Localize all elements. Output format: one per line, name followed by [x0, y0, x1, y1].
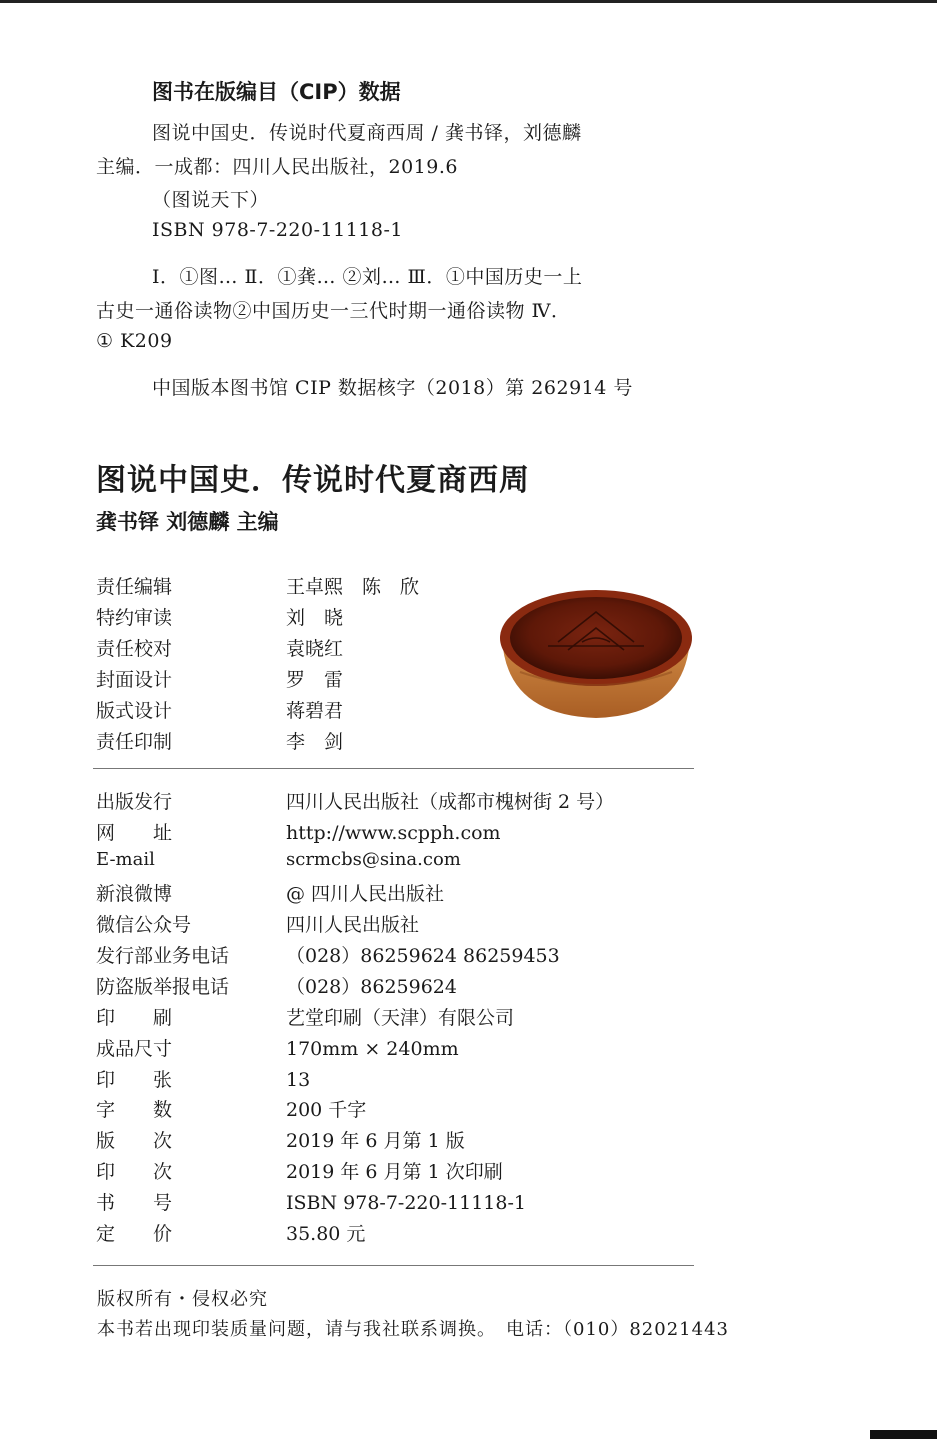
top-border — [0, 0, 937, 3]
staff-row — [96, 665, 343, 692]
pub-value: 四川人民出版社 — [286, 914, 420, 936]
pub-row — [96, 1126, 465, 1153]
cip-heading: 图书在版编目（CIP）数据 — [152, 80, 401, 104]
staff-name: 蒋碧君 — [286, 700, 344, 722]
pub-key: 版 次 — [96, 1130, 173, 1152]
email-link[interactable]: scrmcbs@sina.com — [286, 849, 461, 870]
pub-key: 发行部业务电话 — [96, 945, 230, 967]
staff-role: 责任校对 — [96, 638, 173, 660]
book-title: 图说中国史．传说时代夏商西周 — [96, 463, 530, 498]
divider — [93, 1265, 694, 1266]
pub-row — [96, 1034, 459, 1061]
staff-role: 责任印制 — [96, 731, 173, 753]
cip-line: Ⅰ．①图… Ⅱ．①龚… ②刘… Ⅲ．①中国历史一上 — [152, 266, 583, 288]
staff-row — [96, 634, 343, 661]
pub-row — [96, 879, 444, 906]
pub-row — [96, 941, 560, 968]
pub-row — [96, 787, 614, 814]
pub-row — [96, 1065, 310, 1092]
pub-row — [96, 1095, 366, 1122]
pub-row — [96, 849, 461, 870]
cip-line: 图说中国史．传说时代夏商西周 / 龚书铎，刘德麟 — [152, 122, 582, 144]
staff-row — [96, 727, 343, 754]
staff-row — [96, 572, 419, 599]
pub-value: ISBN 978-7-220-11118-1 — [286, 1192, 526, 1214]
pub-key: 防盗版举报电话 — [96, 976, 230, 998]
pub-key: 印 刷 — [96, 1007, 173, 1029]
cip-line: （图说天下） — [152, 189, 270, 211]
cip-line: ① K209 — [96, 330, 173, 352]
pub-row — [96, 910, 419, 937]
cip-line: 中国版本图书馆 CIP 数据核字（2018）第 262914 号 — [152, 377, 633, 399]
staff-role: 特约审读 — [96, 607, 173, 629]
pub-key: 书 号 — [96, 1192, 173, 1214]
pub-key: E-mail — [96, 849, 155, 870]
pub-key: 新浪微博 — [96, 883, 173, 905]
pub-row — [96, 1157, 503, 1184]
pub-key: 出版发行 — [96, 791, 173, 813]
pub-value: 170mm × 240mm — [286, 1038, 459, 1060]
pub-key: 成品尺寸 — [96, 1038, 173, 1060]
pub-value: 艺堂印刷（天津）有限公司 — [286, 1007, 515, 1029]
pub-key: 定 价 — [96, 1223, 173, 1245]
staff-role: 版式设计 — [96, 700, 173, 722]
book-editors: 龚书铎 刘德麟 主编 — [96, 510, 279, 534]
cip-line: 主编．一成都：四川人民出版社，2019.6 — [96, 156, 458, 178]
staff-name: 袁晓红 — [286, 638, 344, 660]
pub-value: 2019 年 6 月第 1 次印刷 — [286, 1161, 503, 1183]
pub-value: @ 四川人民出版社 — [286, 883, 445, 905]
divider — [93, 768, 694, 769]
pub-value: 35.80 元 — [286, 1223, 366, 1245]
staff-row — [96, 603, 343, 630]
pub-value: （028）86259624 86259453 — [286, 945, 560, 967]
pub-row — [96, 972, 457, 999]
staff-row — [96, 696, 343, 723]
quality-notice: 本书若出现印装质量问题，请与我社联系调换。 电话：（010）82021443 — [97, 1319, 729, 1340]
pub-value: 2019 年 6 月第 1 版 — [286, 1130, 465, 1152]
pub-key: 微信公众号 — [96, 914, 192, 936]
cip-line: ISBN 978-7-220-11118-1 — [152, 219, 403, 241]
pub-row — [96, 1003, 514, 1030]
pub-key: 字 数 — [96, 1099, 173, 1121]
pub-value: （028）86259624 — [286, 976, 457, 998]
website-link[interactable]: http://www.scpph.com — [286, 822, 501, 844]
staff-name: 罗 雷 — [286, 669, 344, 691]
cip-line: 古史一通俗读物②中国历史一三代时期一通俗读物 Ⅳ． — [96, 300, 571, 322]
pub-value: 四川人民出版社（成都市槐树街 2 号） — [286, 791, 615, 813]
pub-key: 印 张 — [96, 1069, 173, 1091]
pub-value: 200 千字 — [286, 1099, 367, 1121]
pottery-bowl-image — [498, 580, 694, 720]
staff-role: 责任编辑 — [96, 576, 173, 598]
copyright-notice: 版权所有・侵权必究 — [97, 1289, 268, 1310]
staff-name: 李 剑 — [286, 731, 344, 753]
page-corner-mark — [870, 1430, 937, 1439]
staff-name: 刘 晓 — [286, 607, 344, 629]
staff-name: 王卓熙 陈 欣 — [286, 576, 420, 598]
pub-row — [96, 1219, 365, 1246]
pub-value: 13 — [286, 1069, 311, 1091]
pub-row — [96, 818, 501, 845]
pub-key: 网 址 — [96, 822, 173, 844]
pub-key: 印 次 — [96, 1161, 173, 1183]
pub-row — [96, 1188, 526, 1215]
staff-role: 封面设计 — [96, 669, 173, 691]
